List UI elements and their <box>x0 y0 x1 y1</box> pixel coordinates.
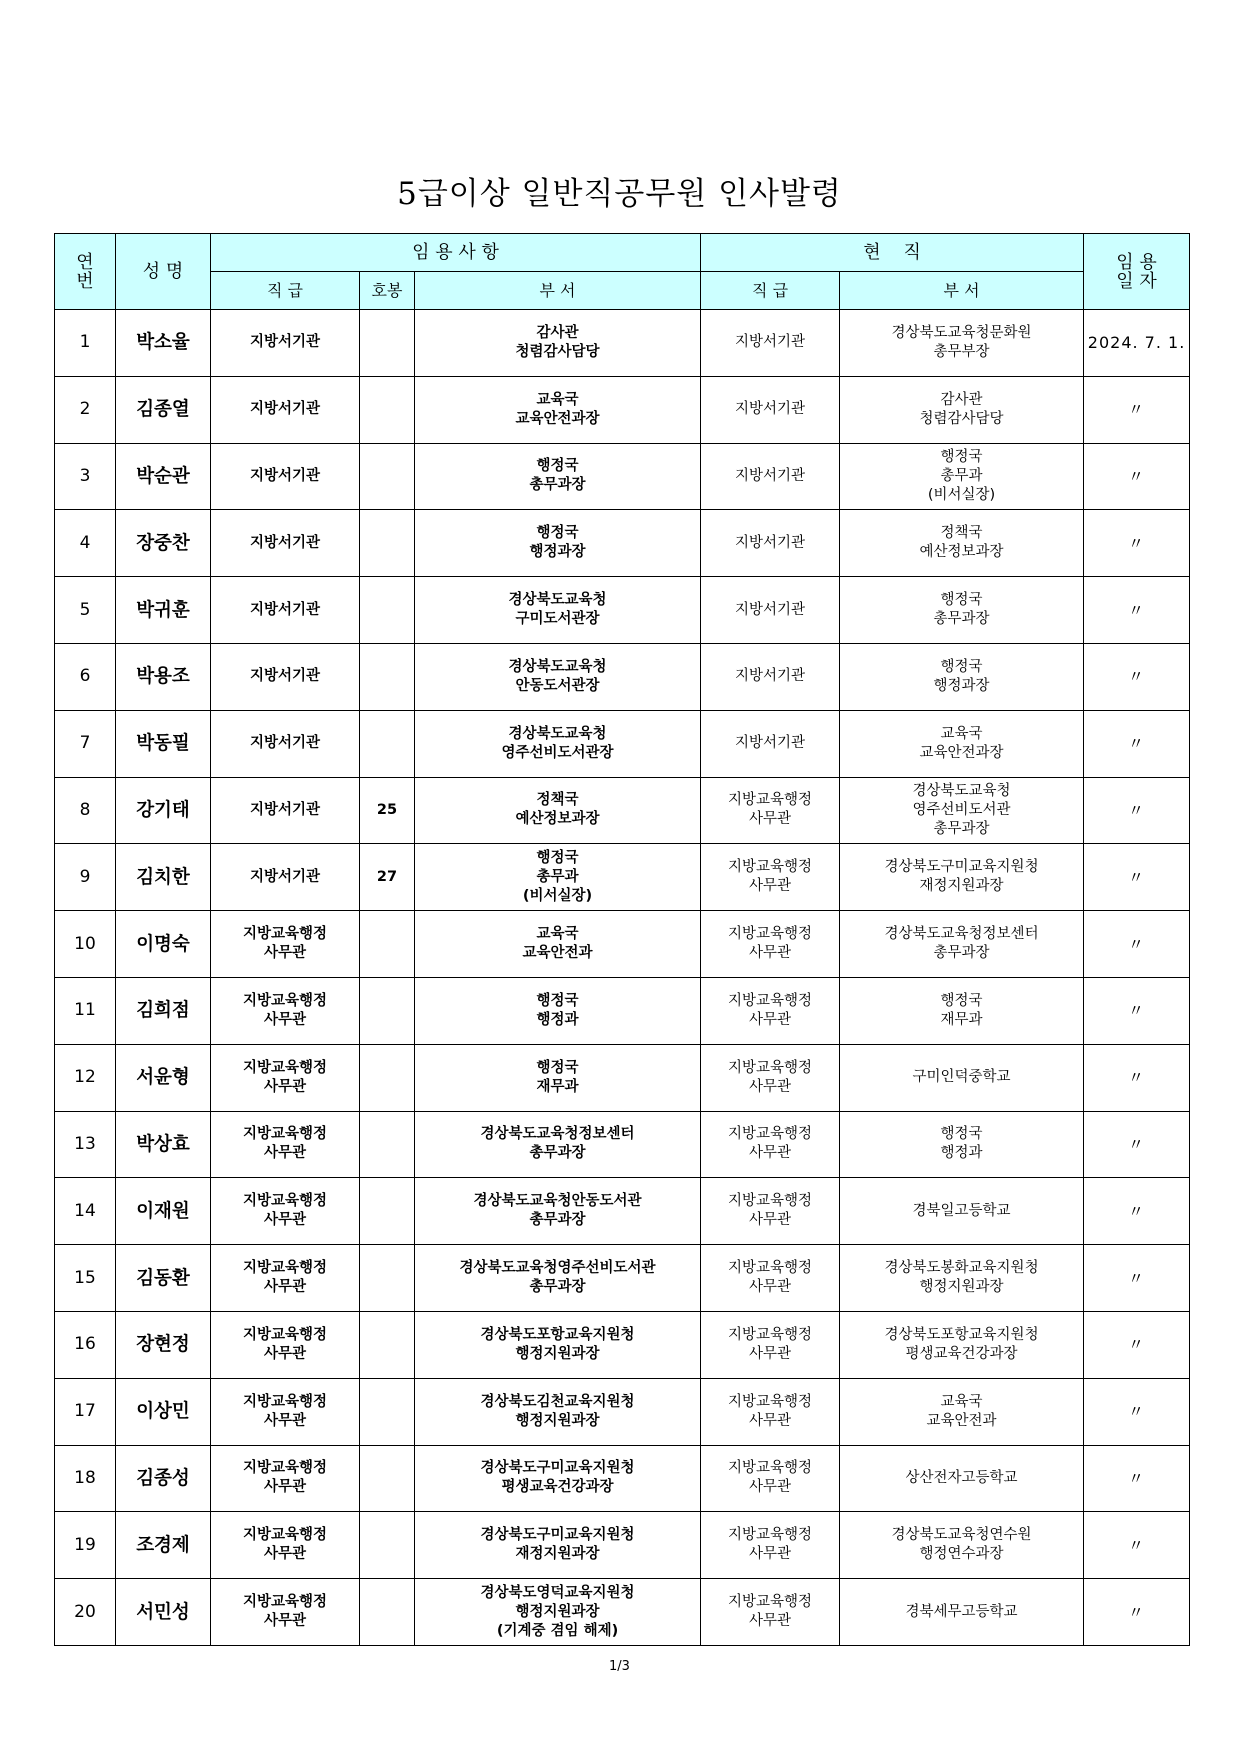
header-date: 임 용 일 자 <box>1084 234 1190 310</box>
appointment-step <box>360 376 415 443</box>
appointment-rank: 지방서기관 <box>211 844 360 911</box>
current-department: 경상북도포항교육지원청 평생교육건강과장 <box>840 1311 1084 1378</box>
appointment-step <box>360 443 415 510</box>
row-number: 14 <box>55 1178 116 1245</box>
current-department: 경상북도구미교육지원청 재정지원과장 <box>840 844 1084 911</box>
row-number: 16 <box>55 1311 116 1378</box>
current-department: 경상북도교육청정보센터 총무과장 <box>840 911 1084 978</box>
appointment-department: 경상북도교육청영주선비도서관 총무과장 <box>415 1245 701 1312</box>
table-row <box>55 1178 1190 1245</box>
page-number: 1/3 <box>609 1659 630 1674</box>
table-row <box>55 1111 1190 1178</box>
appointment-step <box>360 1178 415 1245</box>
appointment-step <box>360 1311 415 1378</box>
current-department: 행정국 행정과장 <box>840 643 1084 710</box>
appointment-date: 〃 <box>1084 1044 1190 1111</box>
table-row <box>55 1512 1190 1579</box>
row-number: 15 <box>55 1245 116 1312</box>
appointment-step <box>360 1579 415 1646</box>
appointment-step <box>360 510 415 577</box>
row-number: 1 <box>55 310 116 377</box>
appointment-department: 교육국 교육안전과 <box>415 911 701 978</box>
table-row <box>55 376 1190 443</box>
current-rank: 지방서기관 <box>701 310 840 377</box>
person-name: 김희점 <box>116 977 211 1044</box>
appointment-department: 경상북도영덕교육지원청 행정지원과장 (기계중 겸임 해제) <box>415 1579 701 1646</box>
table-row <box>55 443 1190 510</box>
appointment-department: 정책국 예산정보과장 <box>415 777 701 844</box>
person-name: 서윤형 <box>116 1044 211 1111</box>
header-current-group: 현 직 <box>701 234 1084 272</box>
current-rank: 지방교육행정 사무관 <box>701 1579 840 1646</box>
appointment-rank: 지방서기관 <box>211 443 360 510</box>
appointment-rank: 지방교육행정 사무관 <box>211 1445 360 1512</box>
current-department: 교육국 교육안전과장 <box>840 710 1084 777</box>
table-row <box>55 911 1190 978</box>
current-rank: 지방서기관 <box>701 510 840 577</box>
appointment-department: 경상북도교육청 영주선비도서관장 <box>415 710 701 777</box>
appointment-date: 〃 <box>1084 911 1190 978</box>
appointment-department: 경상북도교육청안동도서관 총무과장 <box>415 1178 701 1245</box>
current-rank: 지방서기관 <box>701 577 840 644</box>
person-name: 박귀훈 <box>116 577 211 644</box>
appointment-rank: 지방교육행정 사무관 <box>211 977 360 1044</box>
appointment-step: 25 <box>360 777 415 844</box>
appointment-department: 경상북도구미교육지원청 재정지원과장 <box>415 1512 701 1579</box>
appointment-step <box>360 1378 415 1445</box>
current-rank: 지방교육행정 사무관 <box>701 1044 840 1111</box>
appointment-rank: 지방교육행정 사무관 <box>211 911 360 978</box>
row-number: 9 <box>55 844 116 911</box>
appointment-step <box>360 1111 415 1178</box>
current-department: 구미인덕중학교 <box>840 1044 1084 1111</box>
row-number: 12 <box>55 1044 116 1111</box>
appointment-rank: 지방서기관 <box>211 777 360 844</box>
current-rank: 지방교육행정 사무관 <box>701 1378 840 1445</box>
appointment-table <box>54 233 1190 1646</box>
person-name: 박동필 <box>116 710 211 777</box>
table-row <box>55 1579 1190 1646</box>
appointment-date: 〃 <box>1084 1245 1190 1312</box>
appointment-date: 〃 <box>1084 577 1190 644</box>
current-department: 행정국 총무과 (비서실장) <box>840 443 1084 510</box>
appointment-step <box>360 1245 415 1312</box>
appointment-rank: 지방서기관 <box>211 310 360 377</box>
row-number: 18 <box>55 1445 116 1512</box>
table-row <box>55 710 1190 777</box>
person-name: 장현정 <box>116 1311 211 1378</box>
appointment-department: 행정국 재무과 <box>415 1044 701 1111</box>
current-rank: 지방교육행정 사무관 <box>701 1178 840 1245</box>
appointment-date: 〃 <box>1084 977 1190 1044</box>
header-appt-dept: 부 서 <box>415 272 701 310</box>
appointment-department: 행정국 총무과 (비서실장) <box>415 844 701 911</box>
appointment-department: 경상북도교육청 안동도서관장 <box>415 643 701 710</box>
current-rank: 지방교육행정 사무관 <box>701 1245 840 1312</box>
current-department: 경상북도교육청연수원 행정연수과장 <box>840 1512 1084 1579</box>
header-cur-rank: 직 급 <box>701 272 840 310</box>
row-number: 3 <box>55 443 116 510</box>
appointment-department: 행정국 행정과 <box>415 977 701 1044</box>
current-department: 행정국 재무과 <box>840 977 1084 1044</box>
appointment-date: 〃 <box>1084 643 1190 710</box>
appointment-rank: 지방교육행정 사무관 <box>211 1311 360 1378</box>
row-number: 13 <box>55 1111 116 1178</box>
person-name: 조경제 <box>116 1512 211 1579</box>
appointment-date: 〃 <box>1084 1445 1190 1512</box>
current-rank: 지방교육행정 사무관 <box>701 1311 840 1378</box>
appointment-step <box>360 1044 415 1111</box>
table-row <box>55 1445 1190 1512</box>
person-name: 김치한 <box>116 844 211 911</box>
current-rank: 지방교육행정 사무관 <box>701 911 840 978</box>
document-title: 5급이상 일반직공무원 인사발령 <box>397 176 842 212</box>
appointment-date: 〃 <box>1084 443 1190 510</box>
person-name: 박순관 <box>116 443 211 510</box>
row-number: 20 <box>55 1579 116 1646</box>
appointment-rank: 지방서기관 <box>211 643 360 710</box>
row-number: 17 <box>55 1378 116 1445</box>
person-name: 박소율 <box>116 310 211 377</box>
header-name: 성 명 <box>116 234 211 310</box>
current-rank: 지방교육행정 사무관 <box>701 1111 840 1178</box>
appointment-step <box>360 977 415 1044</box>
person-name: 김종열 <box>116 376 211 443</box>
appointment-step <box>360 310 415 377</box>
current-department: 행정국 총무과장 <box>840 577 1084 644</box>
appointment-rank: 지방교육행정 사무관 <box>211 1178 360 1245</box>
table-row <box>55 977 1190 1044</box>
current-rank: 지방교육행정 사무관 <box>701 1445 840 1512</box>
table-row <box>55 643 1190 710</box>
person-name: 서민성 <box>116 1579 211 1646</box>
person-name: 박상효 <box>116 1111 211 1178</box>
current-department: 경북일고등학교 <box>840 1178 1084 1245</box>
appointment-step <box>360 911 415 978</box>
row-number: 7 <box>55 710 116 777</box>
row-number: 5 <box>55 577 116 644</box>
table-row <box>55 777 1190 844</box>
appointment-rank: 지방교육행정 사무관 <box>211 1111 360 1178</box>
person-name: 강기태 <box>116 777 211 844</box>
person-name: 이명숙 <box>116 911 211 978</box>
current-department: 경상북도교육청 영주선비도서관 총무과장 <box>840 777 1084 844</box>
appointment-rank: 지방서기관 <box>211 577 360 644</box>
table-row <box>55 1311 1190 1378</box>
current-rank: 지방서기관 <box>701 643 840 710</box>
person-name: 장중찬 <box>116 510 211 577</box>
current-rank: 지방교육행정 사무관 <box>701 1512 840 1579</box>
header-appt-step: 호봉 <box>360 272 415 310</box>
appointment-department: 감사관 청렴감사담당 <box>415 310 701 377</box>
row-number: 11 <box>55 977 116 1044</box>
appointment-date: 〃 <box>1084 1311 1190 1378</box>
current-department: 행정국 행정과 <box>840 1111 1084 1178</box>
appointment-step <box>360 1512 415 1579</box>
person-name: 김동환 <box>116 1245 211 1312</box>
appointment-date: 2024. 7. 1. <box>1084 310 1190 377</box>
current-rank: 지방서기관 <box>701 443 840 510</box>
header-no: 연 번 <box>55 234 116 310</box>
table-row <box>55 510 1190 577</box>
table-row <box>55 1044 1190 1111</box>
table-row <box>55 310 1190 377</box>
current-department: 교육국 교육안전과 <box>840 1378 1084 1445</box>
table-row <box>55 1378 1190 1445</box>
appointment-department: 경상북도포항교육지원청 행정지원과장 <box>415 1311 701 1378</box>
current-rank: 지방서기관 <box>701 710 840 777</box>
appointment-rank: 지방교육행정 사무관 <box>211 1044 360 1111</box>
appointment-date: 〃 <box>1084 376 1190 443</box>
current-rank: 지방교육행정 사무관 <box>701 844 840 911</box>
appointment-step <box>360 577 415 644</box>
current-department: 상산전자고등학교 <box>840 1445 1084 1512</box>
appointment-step: 27 <box>360 844 415 911</box>
table-row <box>55 844 1190 911</box>
appointment-step <box>360 1445 415 1512</box>
appointment-step <box>360 643 415 710</box>
row-number: 4 <box>55 510 116 577</box>
appointment-rank: 지방교육행정 사무관 <box>211 1512 360 1579</box>
appointment-rank: 지방서기관 <box>211 710 360 777</box>
header-appointment-group: 임 용 사 항 <box>211 234 701 272</box>
current-department: 경북세무고등학교 <box>840 1579 1084 1646</box>
header-appt-rank: 직 급 <box>211 272 360 310</box>
person-name: 이재원 <box>116 1178 211 1245</box>
row-number: 8 <box>55 777 116 844</box>
table-row <box>55 577 1190 644</box>
current-department: 경상북도봉화교육지원청 행정지원과장 <box>840 1245 1084 1312</box>
appointment-department: 교육국 교육안전과장 <box>415 376 701 443</box>
person-name: 박용조 <box>116 643 211 710</box>
appointment-rank: 지방교육행정 사무관 <box>211 1579 360 1646</box>
person-name: 김종성 <box>116 1445 211 1512</box>
row-number: 19 <box>55 1512 116 1579</box>
appointment-date: 〃 <box>1084 710 1190 777</box>
appointment-date: 〃 <box>1084 844 1190 911</box>
row-number: 10 <box>55 911 116 978</box>
table-body <box>55 310 1190 1646</box>
row-number: 6 <box>55 643 116 710</box>
appointment-date: 〃 <box>1084 777 1190 844</box>
current-rank: 지방교육행정 사무관 <box>701 977 840 1044</box>
header-cur-dept: 부 서 <box>840 272 1084 310</box>
appointment-date: 〃 <box>1084 1111 1190 1178</box>
appointment-department: 경상북도교육청 구미도서관장 <box>415 577 701 644</box>
table-row <box>55 1245 1190 1312</box>
appointment-rank: 지방서기관 <box>211 510 360 577</box>
person-name: 이상민 <box>116 1378 211 1445</box>
appointment-department: 경상북도교육청정보센터 총무과장 <box>415 1111 701 1178</box>
current-department: 감사관 청렴감사담당 <box>840 376 1084 443</box>
row-number: 2 <box>55 376 116 443</box>
appointment-date: 〃 <box>1084 1512 1190 1579</box>
current-rank: 지방교육행정 사무관 <box>701 777 840 844</box>
appointment-date: 〃 <box>1084 1579 1190 1646</box>
appointment-rank: 지방교육행정 사무관 <box>211 1378 360 1445</box>
current-rank: 지방서기관 <box>701 376 840 443</box>
appointment-date: 〃 <box>1084 1378 1190 1445</box>
appointment-department: 행정국 행정과장 <box>415 510 701 577</box>
appointment-date: 〃 <box>1084 1178 1190 1245</box>
appointment-rank: 지방서기관 <box>211 376 360 443</box>
appointment-department: 행정국 총무과장 <box>415 443 701 510</box>
appointment-date: 〃 <box>1084 510 1190 577</box>
appointment-rank: 지방교육행정 사무관 <box>211 1245 360 1312</box>
appointment-step <box>360 710 415 777</box>
current-department: 정책국 예산정보과장 <box>840 510 1084 577</box>
current-department: 경상북도교육청문화원 총무부장 <box>840 310 1084 377</box>
appointment-department: 경상북도김천교육지원청 행정지원과장 <box>415 1378 701 1445</box>
appointment-department: 경상북도구미교육지원청 평생교육건강과장 <box>415 1445 701 1512</box>
